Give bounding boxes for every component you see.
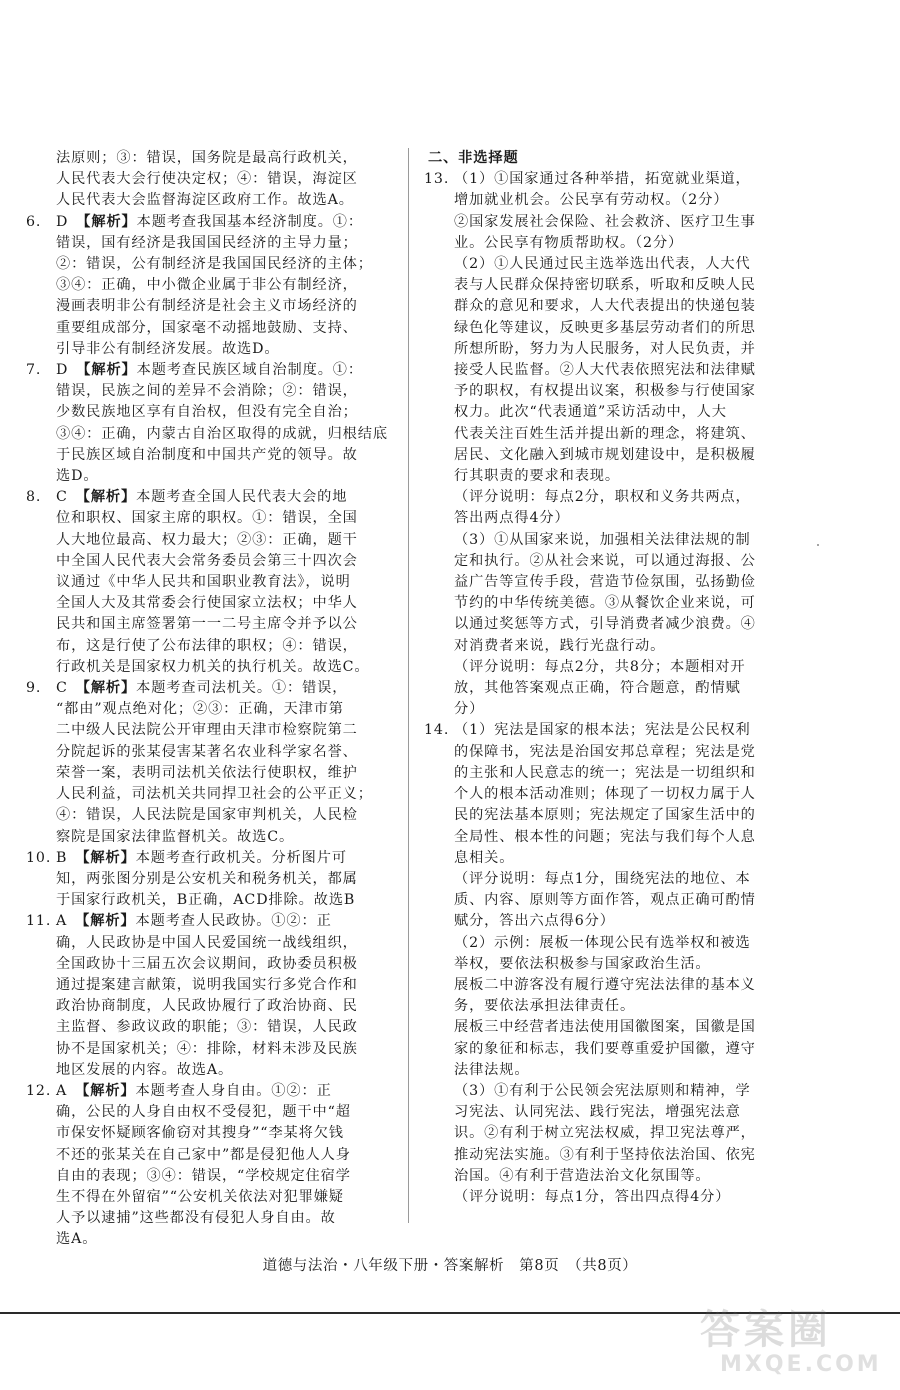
text-line: 人予以逮捕”这些都没有侵犯人身自由。故 (56, 1210, 336, 1227)
text-line: 分院起诉的张某侵害某著名农业科学家名誉、 (56, 743, 358, 760)
text-line: 选A。 (56, 1231, 98, 1248)
text-line: 错误，民族之间的差异不会消除；②：错误， (56, 383, 358, 400)
spacer (68, 680, 83, 696)
answer-choice: C (56, 680, 68, 697)
text-line: 绿色化等建议，反映更多基层劳动者们的所思 (454, 319, 756, 336)
text-line: 放，其他答案观点正确，符合题意，酌情赋 (454, 680, 741, 697)
page-footer: 道德与法治・八年级下册・答案解析 第8页 （共8页） (262, 1258, 638, 1274)
right-column (424, 148, 816, 1208)
text-line: 全国人大及其常委会行使国家立法权；中华人 (56, 595, 358, 612)
text-line: 业。公民享有物质帮助权。（2分） (454, 234, 684, 251)
question-item (424, 720, 816, 1208)
answer-number: 11. (26, 913, 52, 930)
watermark-url: MXQE.COM (720, 1352, 882, 1377)
analysis-tag: 【解析】 (82, 680, 137, 697)
text-line: （2）示例：展板一体现公民有选举权和被选 (454, 934, 751, 951)
text-line: 举权，要依法积极参与国家政治生活。 (454, 955, 711, 972)
answer-item (26, 487, 398, 678)
text-line: ②国家发展社会保险、社会救济、医疗卫生事 (454, 213, 756, 230)
text-line: 全局性、根本性的问题；宪法与我们每个人息 (454, 828, 756, 845)
text-line: 议通过《中华人民共和国职业教育法》，说明 (56, 574, 351, 591)
text-line: 代表关注百姓生活并提出新的理念，将建筑、 (454, 425, 756, 442)
text-line: 居民、文化融入到城市规划建设中，是积极履 (454, 446, 756, 463)
text-line: 行其职责的要求和表现。 (454, 468, 620, 485)
text-line: 推动宪法实施。③有利于坚持依法治国、依宪 (454, 1146, 756, 1163)
answer-choice: A (56, 1082, 68, 1099)
text-line: 自由的表现；③④：错误，“学校规定住宿学 (56, 1167, 351, 1184)
text-line: 知，两张图分别是公安机关和税务机关，都属 (56, 870, 358, 887)
answer-number: 6. (26, 213, 42, 230)
text-line: 生不得在外留宿”“公安机关依法对犯罪嫌疑 (56, 1188, 344, 1205)
text-line: ③④：正确，中小微企业属于非公有制经济， (56, 277, 358, 294)
answer-text: 本题考查全国人民代表大会的地 (136, 489, 348, 506)
text-line: 所想所盼，努力为人民服务，对人民负责，并 (454, 340, 756, 357)
answer-item (26, 911, 398, 1081)
answer-first-line (56, 360, 398, 381)
answer-number: 8. (26, 489, 42, 506)
answer-choice: D (56, 213, 69, 230)
text-line: 节约的中华传统美德。③从餐饮企业来说，可 (454, 595, 756, 612)
text-line: 选D。 (56, 468, 99, 485)
spacer (68, 214, 83, 230)
answer-first-line (56, 911, 398, 932)
text-line: 荣誉一案，表明司法机关依法行使职权，维护 (56, 764, 358, 781)
text-line: 家的象征和标志，我们要尊重爱护国徽，遵守 (454, 1040, 756, 1057)
spacer (67, 1083, 82, 1099)
watermark-logo (700, 1308, 890, 1384)
text-line: 察院是国家法律监督机关。故选C。 (56, 828, 295, 845)
text-line: 不还的张某关在自己家中”都是侵犯他人人身 (56, 1146, 351, 1163)
answer-text: 本题考查我国基本经济制度。①： (136, 213, 363, 230)
text-line: ③④：正确，内蒙古自治区取得的成就，归根结底 (56, 425, 388, 442)
spacer (68, 362, 83, 378)
text-line: 群众的意见和要求，人大代表提出的快递包装 (454, 298, 756, 315)
text-line: 以通过奖惩等方式，引导消费者减少浪费。④ (454, 616, 756, 633)
text-line: （3）①有利于公民领会宪法原则和精神，学 (454, 1082, 751, 1099)
text-line: 展板二中游客没有履行遵守宪法法律的基本义 (454, 976, 756, 993)
answer-number: 10. (26, 849, 52, 866)
text-line: 务，要依法承担法律责任。 (454, 998, 636, 1015)
answer-number: 12. (26, 1082, 52, 1099)
text-line: “都由”观点绝对化；②③：正确，天津市第 (56, 701, 344, 718)
text-line: 主监督、参政议政的职能；③：错误，人民政 (56, 1019, 358, 1036)
carryover-text (26, 148, 398, 212)
text-line: （3）①从国家来说，加强相关法律法规的制 (454, 531, 751, 548)
answer-first-line (56, 848, 398, 869)
text-line: 于民族区域自治制度和中国共产党的领导。故 (56, 446, 358, 463)
answer-item (26, 360, 398, 487)
text-line: 确，公民的人身自由权不受侵犯，题干中“超 (56, 1104, 351, 1121)
text-line: 识。②有利于树立宪法权威，捍卫宪法尊严， (454, 1125, 756, 1142)
question-number: 13. (424, 171, 450, 188)
text-line: （评分说明：每点1分，答出四点得4分） (454, 1188, 731, 1205)
answer-number: 7. (26, 362, 42, 379)
text-line: 人大地位最高、权力最大；②③：正确，题干 (56, 531, 358, 548)
text-line: 民共和国主席签署第一一二号主席令并予以公 (56, 616, 358, 633)
text-line: 分） (454, 701, 485, 718)
text-line: （评分说明：每点2分，共8分；本题相对开 (454, 658, 746, 675)
text-line: 重要组成部分，国家毫不动摇地鼓励、支持、 (56, 319, 358, 336)
analysis-tag: 【解析】 (82, 489, 137, 506)
answer-number: 9. (26, 680, 42, 697)
answer-choice: C (56, 489, 68, 506)
text-line: 权力。此次“代表通道”采访活动中，人大 (454, 404, 727, 421)
analysis-tag: 【解析】 (83, 362, 137, 379)
text-line: 协不是国家机关；④：排除，材料未涉及民族 (56, 1040, 358, 1057)
text-line: ②：错误，公有制经济是我国国民经济的主体； (56, 256, 373, 273)
answer-first-line (56, 678, 398, 699)
text-line: 政治协商制度，人民政协履行了政治协商、民 (56, 998, 358, 1015)
analysis-tag: 【解析】 (82, 849, 136, 866)
text-line: 中全国人民代表大会常务委员会第三十四次会 (56, 552, 358, 569)
text-line: 对消费者来说，践行光盘行动。 (454, 637, 666, 654)
text-line: 展板三中经营者违法使用国徽图案，国徽是国 (454, 1019, 756, 1036)
text-line: 市保安怀疑顾客偷窃对其搜身”“李某将欠钱 (56, 1125, 344, 1142)
text-line: 习宪法、认同宪法、践行宪法，增强宪法意 (454, 1104, 741, 1121)
text-line: 确，人民政协是中国人民爱国统一战线组织， (56, 934, 358, 951)
text-line: 于国家行政机关，B正确，ACD排除。故选B (56, 892, 356, 909)
text-line: 答出两点得4分） (454, 510, 570, 527)
text-line: （1）宪法是国家的根本法；宪法是公民权利 (454, 722, 751, 739)
text-line: 民的宪法基本原则；宪法规定了国家生活中的 (454, 807, 756, 824)
text-line: 引导非公有制经济发展。故选D。 (56, 340, 280, 357)
text-line: 错误，国有经济是我国国民经济的主导力量； (56, 234, 358, 251)
speck-mark (817, 544, 819, 546)
question-item (424, 169, 816, 720)
text-line: 布，这是行使了公布法律的职权；④：错误， (56, 637, 358, 654)
text-line: （评分说明：每点1分，围绕宪法的地位、本 (454, 870, 751, 887)
question-number: 14. (424, 722, 450, 739)
answer-choice: A (56, 913, 68, 930)
answer-first-line (56, 487, 398, 508)
answer-first-line (56, 1081, 398, 1102)
text-line: 益广告等宣传手段，营造节俭氛围，弘扬勤俭 (454, 574, 756, 591)
text-line: 人民代表大会行使决定权；④：错误，海淀区 (56, 171, 358, 188)
text-line: 增加就业机会。公民享有劳动权。（2分） (454, 192, 729, 209)
column-divider (408, 148, 409, 1223)
answer-choice: D (56, 362, 69, 379)
section-title: 二、非选择题 (428, 150, 519, 166)
text-line: 的保障书，宪法是治国安邦总章程；宪法是党 (454, 743, 756, 760)
answer-item (26, 848, 398, 912)
text-line: 人民代表大会监督海淀区政府工作。故选A。 (56, 192, 354, 209)
answer-text: 本题考查人民政协。①②：正 (135, 913, 332, 930)
spacer (68, 489, 83, 505)
text-line: （2）①人民通过民主选举选出代表，人大代 (454, 256, 751, 273)
text-line: 赋分，答出六点得6分） (454, 913, 615, 930)
answer-text: 本题考查行政机关。分析图片可 (135, 849, 347, 866)
answer-text: 本题考查司法机关。①：错误， (136, 680, 348, 697)
answer-first-line (56, 212, 398, 233)
left-column (26, 148, 398, 1251)
question-13 (424, 169, 816, 720)
text-line: 定和执行。②从社会来说，可以通过海报、公 (454, 552, 756, 569)
question-14 (424, 720, 816, 1208)
answer-item (26, 1081, 398, 1251)
text-line: 息相关。 (454, 849, 515, 866)
text-line: 少数民族地区享有自治权，但没有完全自治； (56, 404, 358, 421)
text-line: 人民利益，司法机关共同捍卫社会的公平正义； (56, 786, 373, 803)
spacer (67, 913, 82, 929)
answer-item (26, 678, 398, 848)
analysis-tag: 【解析】 (82, 1082, 136, 1099)
text-line: 漫画表明非公有制经济是社会主义市场经济的 (56, 298, 358, 315)
text-line: 全国政协十三届五次会议期间，政协委员积极 (56, 955, 358, 972)
text-line: 通过提案建言献策，说明我国实行多党合作和 (56, 976, 358, 993)
watermark-title: 答案圈 (700, 1307, 832, 1353)
analysis-tag: 【解析】 (83, 213, 137, 230)
text-line: 的主张和人民意志的统一；宪法是一切组织和 (454, 764, 756, 781)
answer-choice: B (56, 849, 68, 866)
text-line: ④：错误，人民法院是国家审判机关，人民检 (56, 807, 358, 824)
text-line: 地区发展的内容。故选A。 (56, 1061, 234, 1078)
text-line: 个人的根本活动准则；体现了一切权力属于人 (454, 786, 756, 803)
text-line: 行政机关是国家权力机关的执行机关。故选C。 (56, 658, 370, 675)
text-line: 二中级人民法院公开审理由天津市检察院第二 (56, 722, 358, 739)
text-line: 法律法规。 (454, 1061, 530, 1078)
left-answer-list (26, 212, 398, 1251)
text-line: 治国。④有利于营造法治文化氛围等。 (454, 1167, 711, 1184)
text-line: 予的职权，有权提出议案，积极参与行使国家 (454, 383, 756, 400)
answer-text: 本题考查民族区域自治制度。①： (136, 362, 363, 379)
text-line: 表与人民群众保持密切联系，听取和反映人民 (454, 277, 756, 294)
text-line: 法原则；③：错误，国务院是最高行政机关， (56, 150, 358, 166)
text-line: （评分说明：每点2分，职权和义务共两点， (454, 489, 751, 506)
text-line: 接受人民监督。②人大代表依照宪法和法律赋 (454, 362, 756, 379)
analysis-tag: 【解析】 (82, 913, 136, 930)
text-line: 质、内容、原则等方面作答，观点正确可酌情 (454, 892, 756, 909)
text-line: 位和职权、国家主席的职权。①：错误，全国 (56, 510, 358, 527)
answer-text: 本题考查人身自由。①②：正 (135, 1082, 332, 1099)
spacer (67, 850, 82, 866)
text-line: （1）①国家通过各种举措，拓宽就业渠道， (454, 171, 751, 188)
answer-item (26, 212, 398, 360)
